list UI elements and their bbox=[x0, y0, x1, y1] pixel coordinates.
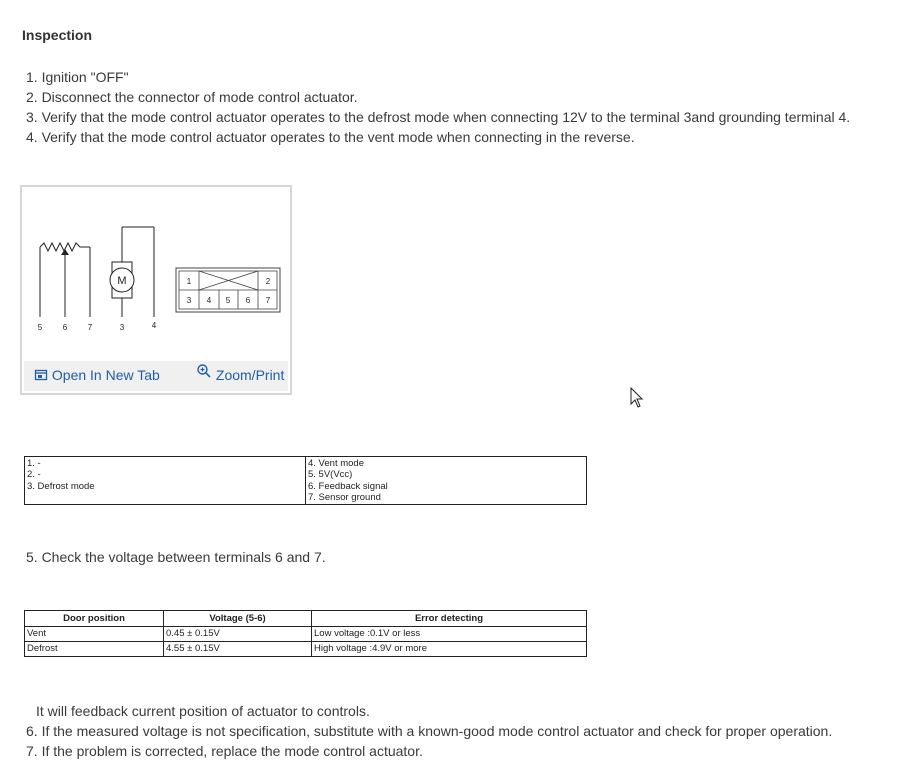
pin-6: 6 bbox=[245, 296, 251, 305]
legend-item: 2. - bbox=[27, 469, 41, 481]
inspection-steps bbox=[26, 67, 850, 147]
table-header-row bbox=[25, 611, 587, 627]
table-cell: Defrost bbox=[25, 642, 164, 657]
mouse-cursor-icon bbox=[630, 387, 644, 414]
zoom-icon bbox=[196, 363, 212, 382]
legend-item: 3. Defrost mode bbox=[27, 480, 95, 492]
pin-2: 2 bbox=[265, 277, 271, 286]
feedback-note: It will feedback current position of actuator to controls. bbox=[36, 703, 370, 719]
column-header: Error detecting bbox=[312, 611, 587, 627]
table-cell: 0.45 ± 0.15V bbox=[164, 627, 312, 642]
zoom-print-label: Zoom/Print bbox=[215, 367, 285, 383]
step-7: 7. If the problem is corrected, replace the mode control actuator. bbox=[26, 743, 423, 759]
pin-7: 7 bbox=[265, 296, 271, 305]
step-4: 4. Verify that the mode control actuator operates to the vent mode when connecting in the reverse. bbox=[26, 129, 635, 145]
wiper-arrow bbox=[61, 249, 69, 255]
step-6: 6. If the measured voltage is not specification, substitute with a known-good mode control actuator and check for proper operation. bbox=[26, 723, 833, 739]
terminal-legend-table bbox=[24, 456, 587, 505]
table-cell: Vent bbox=[25, 627, 164, 642]
pin-4: 4 bbox=[206, 296, 212, 305]
closing-steps bbox=[26, 701, 832, 761]
step-5: 5. Check the voltage between terminals 6 and 7. bbox=[26, 549, 326, 565]
step-2: 2. Disconnect the connector of mode control actuator. bbox=[26, 89, 358, 105]
section-heading: Inspection bbox=[22, 27, 93, 43]
resistor-zigzag bbox=[40, 243, 80, 251]
step-3: 3. Verify that the mode control actuator operates to the defrost mode when connecting 12V to the terminal 3and grounding terminal 4. bbox=[26, 109, 851, 125]
actuator-diagram-figure bbox=[20, 185, 292, 395]
wire-label-4: 4 bbox=[151, 321, 157, 330]
figure-link-bar bbox=[24, 361, 288, 391]
legend-item: 1. - bbox=[27, 458, 41, 469]
table-cell: Low voltage :0.1V or less bbox=[312, 627, 587, 642]
voltage-table bbox=[24, 610, 587, 657]
pin-3: 3 bbox=[186, 296, 192, 305]
motor-label: M bbox=[117, 275, 127, 287]
legend-right-cell bbox=[306, 457, 587, 505]
step-1: 1. Ignition "OFF" bbox=[26, 69, 129, 85]
wire-label-6: 6 bbox=[62, 323, 68, 332]
wire-label-3: 3 bbox=[119, 323, 125, 332]
column-header: Voltage (5-6) bbox=[164, 611, 312, 627]
pin-1: 1 bbox=[186, 277, 192, 286]
open-tab-icon bbox=[34, 368, 48, 385]
table-row bbox=[25, 642, 587, 657]
pin-5: 5 bbox=[225, 296, 231, 305]
column-header: Door position bbox=[25, 611, 164, 627]
open-in-new-tab-link[interactable] bbox=[34, 367, 160, 385]
table-row bbox=[25, 627, 587, 642]
wire-label-7: 7 bbox=[87, 323, 93, 332]
open-in-new-tab-label: Open In New Tab bbox=[51, 367, 160, 383]
table-cell: 4.55 ± 0.15V bbox=[164, 642, 312, 657]
zoom-print-link[interactable] bbox=[196, 363, 284, 382]
table-cell: High voltage :4.9V or more bbox=[312, 642, 587, 657]
legend-item: 4. Vent mode bbox=[308, 458, 364, 469]
legend-item: 5. 5V(Vcc) bbox=[308, 469, 353, 481]
legend-item: 6. Feedback signal bbox=[308, 480, 388, 492]
legend-item: 7. Sensor ground bbox=[308, 491, 381, 503]
wire-label-5: 5 bbox=[37, 323, 43, 332]
actuator-circuit-diagram[interactable] bbox=[24, 189, 288, 359]
table-row bbox=[25, 457, 587, 505]
legend-left-cell bbox=[25, 457, 306, 505]
